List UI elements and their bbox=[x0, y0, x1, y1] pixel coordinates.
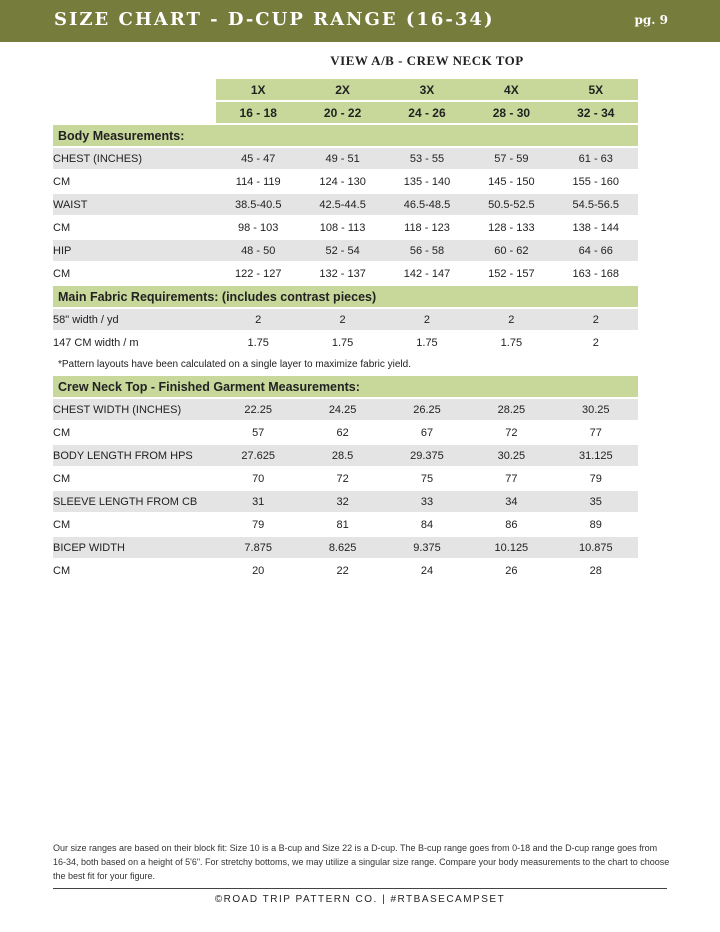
table-cell: 22 bbox=[336, 564, 349, 577]
page-title: SIZE CHART - D-CUP RANGE (16-34) bbox=[54, 9, 495, 30]
size-range-label: 16 - 18 bbox=[216, 102, 300, 123]
table-cell: 2 bbox=[300, 309, 384, 330]
size-label: 2X bbox=[300, 79, 384, 100]
size-label: 4X bbox=[469, 79, 553, 100]
row-label: BICEP WIDTH bbox=[53, 537, 216, 558]
table-cell: 75 bbox=[420, 472, 434, 485]
table-row bbox=[53, 309, 638, 330]
table-row bbox=[53, 263, 638, 284]
table-cell: 142 - 147 bbox=[403, 267, 451, 280]
table-cell: 30.25 bbox=[554, 399, 638, 420]
table-cell: 45 - 47 bbox=[216, 148, 300, 169]
table-cell: 38.5-40.5 bbox=[216, 194, 300, 215]
row-label: CM bbox=[53, 267, 71, 280]
table-row bbox=[53, 194, 638, 215]
size-chart-table bbox=[53, 77, 638, 583]
table-cell: 77 bbox=[505, 472, 518, 485]
size-range-label: 20 - 22 bbox=[300, 102, 384, 123]
row-label: CM bbox=[53, 472, 71, 485]
table-cell: 2 bbox=[469, 309, 553, 330]
table-cell: 24.25 bbox=[300, 399, 384, 420]
fabric-note: *Pattern layouts have been calculated on a single layer to maximize fabric yield. bbox=[58, 359, 411, 370]
table-cell: 28.25 bbox=[469, 399, 553, 420]
footer-credit: ©ROAD TRIP PATTERN CO. | #RTBASECAMPSET bbox=[214, 894, 506, 905]
table-cell: 64 - 66 bbox=[554, 240, 638, 261]
table-cell: 22.25 bbox=[216, 399, 300, 420]
table-row bbox=[53, 399, 638, 420]
page-header bbox=[0, 0, 720, 42]
table-cell: 20 bbox=[252, 564, 265, 577]
table-cell: 29.375 bbox=[385, 445, 469, 466]
table-cell: 70 bbox=[252, 472, 265, 485]
table-cell: 67 bbox=[420, 426, 434, 439]
table-cell: 28 bbox=[589, 564, 602, 577]
table-cell: 135 - 140 bbox=[403, 175, 451, 188]
table-cell: 118 - 123 bbox=[404, 221, 450, 234]
table-cell: 108 - 113 bbox=[319, 221, 366, 234]
table-cell: 122 - 127 bbox=[234, 267, 282, 280]
fabric-requirements-title: Main Fabric Requirements: (includes contrast pieces) bbox=[53, 286, 638, 307]
table-cell: 34 bbox=[469, 491, 553, 512]
row-label: HIP bbox=[53, 240, 216, 261]
table-cell: 145 - 150 bbox=[488, 175, 535, 188]
table-cell: 128 - 133 bbox=[488, 221, 535, 234]
table-row bbox=[53, 332, 638, 353]
table-cell: 57 bbox=[252, 426, 265, 439]
table-cell: 53 - 55 bbox=[385, 148, 469, 169]
footer-note: Our size ranges are based on their block fit: Size 10 is a B-cup and Size 22 is a D-cup. The B-cup range goes from 0-18 and the D-cup range goes from 16-34, both based on a height of 5'6". For stretchy bottoms, we may utilize a singular size range. Compare your body measurements to the chart to choose the best fit for your figure. bbox=[53, 843, 670, 881]
table-cell: 28.5 bbox=[300, 445, 384, 466]
size-range-label: 24 - 26 bbox=[385, 102, 469, 123]
table-cell: 35 bbox=[554, 491, 638, 512]
table-row bbox=[53, 171, 638, 192]
table-cell: 114 - 119 bbox=[235, 175, 281, 188]
table-row bbox=[53, 148, 638, 169]
table-cell: 84 bbox=[420, 518, 434, 531]
table-cell: 86 bbox=[505, 518, 518, 531]
table-cell: 2 bbox=[592, 336, 599, 349]
row-label: CHEST WIDTH (INCHES) bbox=[53, 399, 216, 420]
table-cell: 61 - 63 bbox=[554, 148, 638, 169]
footer-divider bbox=[53, 888, 667, 889]
row-label: 58" width / yd bbox=[53, 309, 216, 330]
table-cell: 30.25 bbox=[469, 445, 553, 466]
row-label: CM bbox=[53, 518, 71, 531]
row-label: CHEST (INCHES) bbox=[53, 148, 216, 169]
table-cell: 10.125 bbox=[469, 537, 553, 558]
table-cell: 57 - 59 bbox=[469, 148, 553, 169]
table-cell: 56 - 58 bbox=[385, 240, 469, 261]
view-title: VIEW A/B - CREW NECK TOP bbox=[330, 53, 524, 68]
table-cell: 163 - 168 bbox=[572, 267, 620, 280]
row-label: 147 CM width / m bbox=[53, 336, 139, 349]
table-cell: 1.75 bbox=[331, 336, 354, 349]
table-cell: 98 - 103 bbox=[238, 221, 279, 234]
size-label: 5X bbox=[554, 79, 638, 100]
table-cell: 1.75 bbox=[416, 336, 438, 349]
size-label: 1X bbox=[216, 79, 300, 100]
table-row bbox=[53, 514, 638, 535]
table-cell: 2 bbox=[385, 309, 469, 330]
table-cell: 152 - 157 bbox=[488, 267, 535, 280]
row-label: CM bbox=[53, 221, 71, 234]
table-row bbox=[53, 468, 638, 489]
table-row bbox=[53, 537, 638, 558]
fabric-note-row bbox=[53, 355, 638, 374]
row-label: CM bbox=[53, 426, 71, 439]
table-cell: 26.25 bbox=[385, 399, 469, 420]
table-cell: 79 bbox=[589, 472, 602, 485]
table-row bbox=[53, 422, 638, 443]
page-number: pg. 9 bbox=[634, 13, 668, 27]
table-cell: 32 bbox=[300, 491, 384, 512]
size-label: 3X bbox=[385, 79, 469, 100]
table-cell: 42.5-44.5 bbox=[300, 194, 384, 215]
size-range-label: 32 - 34 bbox=[554, 102, 638, 123]
body-measurements-title: Body Measurements: bbox=[53, 125, 638, 146]
row-label: WAIST bbox=[53, 194, 216, 215]
table-cell: 8.625 bbox=[300, 537, 384, 558]
table-cell: 72 bbox=[336, 472, 349, 485]
fabric-requirements-title-row bbox=[53, 286, 638, 307]
table-cell: 1.75 bbox=[247, 336, 269, 349]
table-row bbox=[53, 491, 638, 512]
table-cell: 52 - 54 bbox=[300, 240, 384, 261]
table-cell: 77 bbox=[589, 426, 602, 439]
table-cell: 33 bbox=[385, 491, 469, 512]
table-cell: 124 - 130 bbox=[319, 175, 366, 188]
table-cell: 49 - 51 bbox=[300, 148, 384, 169]
row-label: CM bbox=[53, 564, 71, 577]
row-label: CM bbox=[53, 175, 71, 188]
table-row bbox=[53, 240, 638, 261]
table-cell: 155 - 160 bbox=[572, 175, 620, 188]
table-cell: 46.5-48.5 bbox=[385, 194, 469, 215]
table-cell: 9.375 bbox=[385, 537, 469, 558]
table-cell: 31.125 bbox=[554, 445, 638, 466]
table-cell: 24 bbox=[420, 564, 434, 577]
table-cell: 81 bbox=[336, 518, 349, 531]
row-label: SLEEVE LENGTH FROM CB bbox=[53, 491, 216, 512]
header-spacer bbox=[53, 79, 216, 100]
row-label: BODY LENGTH FROM HPS bbox=[53, 445, 216, 466]
table-cell: 138 - 144 bbox=[572, 221, 620, 234]
table-row bbox=[53, 445, 638, 466]
header-spacer bbox=[53, 102, 216, 123]
size-header-row bbox=[53, 79, 638, 100]
table-cell: 79 bbox=[252, 518, 265, 531]
size-range-label: 28 - 30 bbox=[469, 102, 553, 123]
table-cell: 27.625 bbox=[216, 445, 300, 466]
table-cell: 89 bbox=[589, 518, 602, 531]
table-cell: 7.875 bbox=[216, 537, 300, 558]
table-row bbox=[53, 560, 638, 581]
table-cell: 48 - 50 bbox=[216, 240, 300, 261]
body-measurements-title-row bbox=[53, 125, 638, 146]
table-cell: 10.875 bbox=[554, 537, 638, 558]
table-cell: 1.75 bbox=[500, 336, 523, 349]
table-cell: 31 bbox=[216, 491, 300, 512]
table-cell: 54.5-56.5 bbox=[554, 194, 638, 215]
size-range-row bbox=[53, 102, 638, 123]
table-cell: 50.5-52.5 bbox=[469, 194, 553, 215]
table-cell: 2 bbox=[554, 309, 638, 330]
table-cell: 132 - 137 bbox=[319, 267, 366, 280]
finished-measurements-title-row bbox=[53, 376, 638, 397]
table-cell: 2 bbox=[216, 309, 300, 330]
table-cell: 62 bbox=[336, 426, 349, 439]
finished-measurements-title: Crew Neck Top - Finished Garment Measurements: bbox=[53, 376, 638, 397]
table-cell: 72 bbox=[505, 426, 518, 439]
table-cell: 26 bbox=[505, 564, 518, 577]
table-row bbox=[53, 217, 638, 238]
table-cell: 60 - 62 bbox=[469, 240, 553, 261]
